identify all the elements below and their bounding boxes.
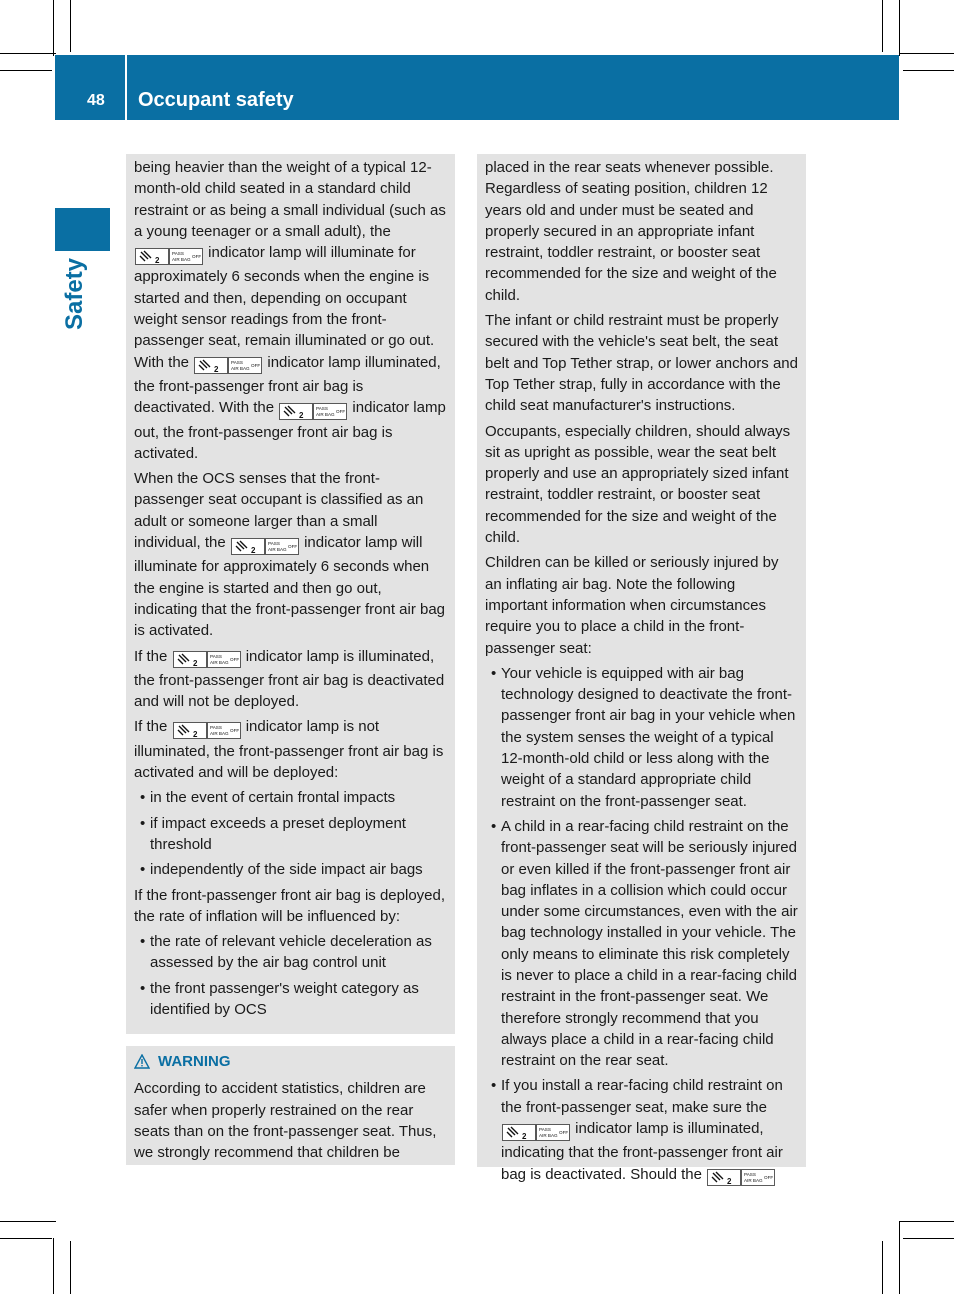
svg-text:PASS: PASS [744,1172,757,1178]
crop-mark [53,0,54,56]
header-divider [125,55,127,120]
svg-text:OFF: OFF [229,727,239,733]
svg-text:2: 2 [155,255,160,265]
crop-mark [899,1221,954,1222]
svg-text:AIR BAG: AIR BAG [316,411,335,417]
svg-text:AIR BAG: AIR BAG [209,660,229,666]
svg-text:2: 2 [192,659,197,669]
paragraph: placed in the rear seats whenever possible. Regardless of seating position, children 12 years old and under must be seated and properly secured in an appropriate infant restraint, toddler restraint, or booster seat recommended for the size and weight of the child. [485,159,777,304]
crop-mark [899,1221,900,1294]
pass-air-bag-off-icon [135,245,203,266]
svg-text:AIR BAG: AIR BAG [172,256,191,262]
crop-mark [0,1221,56,1222]
warning-box [126,1046,455,1165]
list-item: • If you install a rear-facing child restraint on the front-passenger seat, make sure the 2 PASS AIR BAG OFF indicator lamp is illuminated, indicating that the front-passenger front air bag is deactivated. Should the 2 PASS AIR BAG OFF [485,1075,799,1187]
list-item: • in the event of certain frontal impacts [134,787,448,808]
crop-mark [899,53,954,54]
list-item: • A child in a rear-facing child restraint on the front-passenger seat will be seriously injured or even killed if the front-passenger front air bag inflates in a collision which could occur under some circumstances, even with the air bag technology installed in your vehicle. The only means to eliminate this risk completely is never to place a child in a rear-facing child restraint in the front-passenger seat. We therefore strongly recommend that you always place a child in a rear-facing child restraint on the rear seat. [485,816,799,1072]
svg-text:OFF: OFF [336,408,346,414]
bullet-list [485,663,799,1188]
paragraph: being heavier than the weight of a typical 12-month-old child seated in a standard child restraint or as being a small individual (such as a young teenager or a small adult), the 2 PASS AIR BAG OFF indicator lamp will illuminate for approximately 6 seconds when the engine is started and then, depending on occupant weight sensor readings from the front-passenger seat, remain illuminated or go out. With the 2 PASS AIR BAG OFF indicator lamp illuminated, the front-passenger front air bag is deactivated. With the 2 PASS AIR BAG OFF indicator lamp out, the front-passenger front air bag is activated. [134,159,446,462]
paragraph: If the front-passenger front air bag is deployed, the rate of inflation will be influenced by: [134,886,446,925]
list-item: • the front passenger's weight category as identified by OCS [134,978,448,1021]
paragraph: When the OCS senses that the front-passenger seat occupant is classified as an adult or someone larger than a small individual, the 2 PASS AIR BAG OFF indicator lamp will illuminate for approximately 6 seconds when the engine is started and then go out, indicating that the front-passenger front air bag is activated. [134,470,446,640]
side-tab [55,208,110,251]
crop-mark [882,0,883,52]
crop-mark [0,53,56,54]
crop-mark [903,70,954,71]
warning-triangle-icon [134,1054,150,1075]
warning-heading: WARNING [134,1051,448,1075]
pass-air-bag-off-icon [173,649,241,670]
svg-text:2: 2 [522,1131,527,1141]
svg-text:PASS: PASS [231,360,244,366]
column1-box [126,154,455,1034]
svg-text:PASS: PASS [539,1126,551,1132]
bullet-list [134,787,448,880]
page-number: 48 [87,92,105,109]
svg-text:2: 2 [214,365,219,375]
svg-text:2: 2 [250,545,256,555]
pass-air-bag-off-icon [707,1167,775,1188]
svg-text:PASS: PASS [209,724,222,730]
svg-text:PASS: PASS [172,250,184,256]
svg-text:OFF: OFF [764,1175,774,1181]
list-item: • Your vehicle is equipped with air bag technology designed to deactivate the front-passenger front air bag in your vehicle when the system senses the weight of a typical 12-month-old child or less along with the weight of a standard appropriate child restraint on the front-passenger seat. [485,663,799,812]
crop-mark [70,1241,71,1294]
svg-text:AIR BAG: AIR BAG [231,366,250,372]
side-tab-label: Safety [61,258,88,331]
svg-text:AIR BAG: AIR BAG [209,730,229,736]
svg-text:OFF: OFF [192,253,202,259]
page-header [55,55,899,120]
crop-mark [903,1238,954,1239]
pass-air-bag-off-icon [279,400,347,421]
crop-mark [0,1238,52,1239]
pass-air-bag-off-icon [173,719,241,740]
svg-text:PASS: PASS [267,540,280,546]
paragraph: If the 2 PASS AIR BAG OFF indicator lamp is illuminated, the front-passenger front air bag is deactivated and will not be deployed. [134,647,445,711]
paragraph: The infant or child restraint must be properly secured with the vehicle's seat belt, the seat belt and Top Tether strap, or lower anchors and Top Tether strap, fully in accordance with the child seat manufacturer's instructions. [485,312,798,415]
pass-air-bag-off-icon [194,355,262,376]
svg-text:OFF: OFF [287,543,298,549]
paragraph: Occupants, especially children, should always sit as upright as possible, wear the seat belt properly and use an appropriately sized infant restraint, toddler restraint, or booster seat recommended for the size and weight of the child. [485,422,791,547]
pass-air-bag-off-icon [502,1121,570,1142]
svg-text:2: 2 [727,1177,732,1187]
section-title: Occupant safety [138,89,294,111]
crop-mark [899,0,900,56]
svg-text:OFF: OFF [229,657,239,663]
svg-text:PASS: PASS [316,405,329,411]
crop-mark [53,1238,54,1294]
svg-text:AIR BAG: AIR BAG [744,1178,763,1184]
svg-text:OFF: OFF [251,363,261,369]
svg-text:2: 2 [192,729,197,739]
crop-mark [70,0,71,52]
list-item: • independently of the side impact air bags [134,859,448,880]
list-item: • if impact exceeds a preset deployment threshold [134,813,448,856]
list-item: • the rate of relevant vehicle deceleration as assessed by the air bag control unit [134,931,448,974]
warning-text: According to accident statistics, children are safer when properly restrained on the rear seats than on the front-passenger seat. Thus, we strongly recommend that children be [134,1080,437,1162]
crop-mark [0,70,52,71]
svg-text:AIR BAG: AIR BAG [539,1132,558,1138]
crop-mark [882,1241,883,1294]
column2-box [477,154,806,1187]
svg-text:OFF: OFF [559,1129,569,1135]
svg-text:AIR BAG: AIR BAG [267,546,287,552]
bullet-list [134,931,448,1020]
pass-air-bag-off-icon [231,535,299,556]
paragraph: If the 2 PASS AIR BAG OFF indicator lamp is not illuminated, the front-passenger front air bag is activated and will be deployed: [134,718,444,782]
paragraph: Children can be killed or seriously injured by an inflating air bag. Note the following important information when circumstances require you to place a child in the front-passenger seat: [485,554,779,657]
svg-text:2: 2 [299,410,304,420]
svg-text:PASS: PASS [209,654,222,660]
